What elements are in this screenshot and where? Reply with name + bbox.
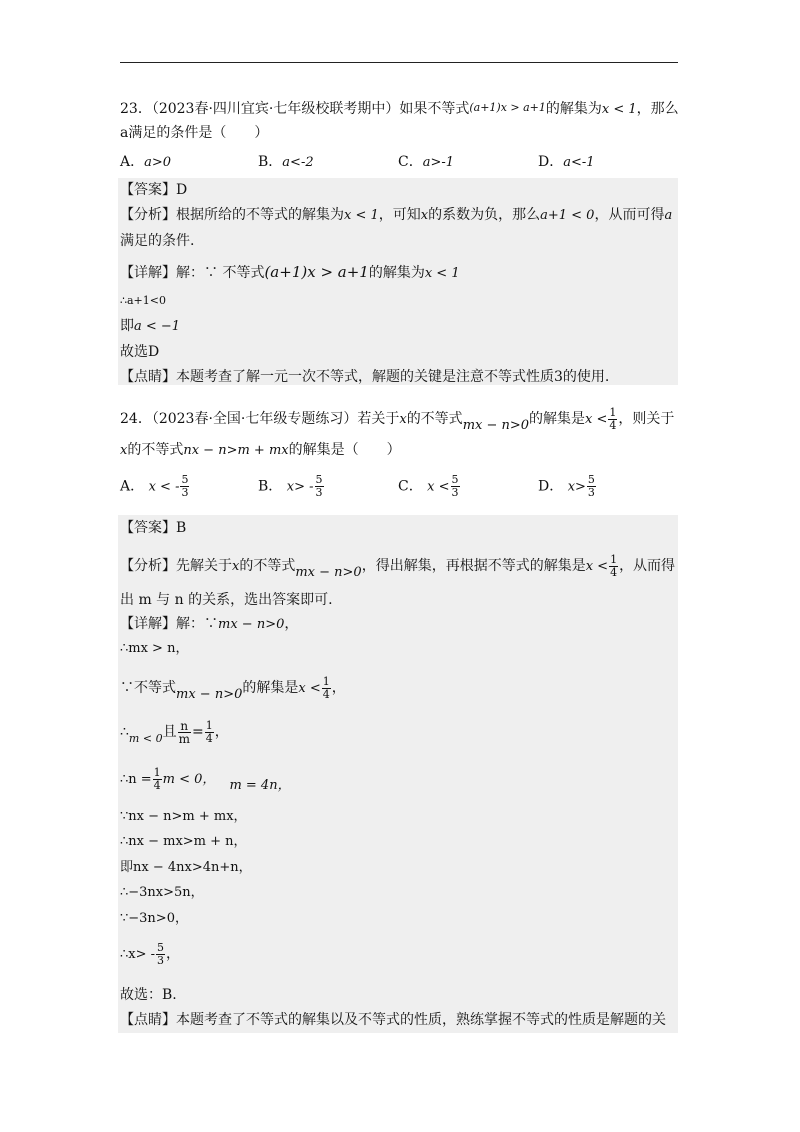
q24-step-6: ∴nx − mx>m + n， bbox=[120, 834, 247, 849]
fraction-one-quarter bbox=[205, 720, 214, 745]
q24-comment bbox=[120, 1010, 666, 1030]
frac-num: 5 bbox=[157, 940, 165, 954]
frac-num: 5 bbox=[181, 473, 189, 486]
q23-step1: ∴a+1<0 bbox=[120, 294, 166, 307]
analysis-tag: 【分析】 bbox=[120, 207, 176, 223]
q24-step-1: ∴mx > n， bbox=[120, 641, 189, 656]
q23-stem-mid: 的解集为 bbox=[545, 101, 602, 117]
frac-den: 3 bbox=[587, 486, 595, 499]
stem-text: 的解集是 bbox=[529, 411, 586, 427]
option-label: D． bbox=[538, 154, 564, 170]
q24-option-d bbox=[538, 474, 597, 500]
step-text: ， bbox=[214, 724, 229, 740]
step-text: 即 bbox=[120, 318, 134, 334]
detail-text: 解：∵ bbox=[176, 616, 218, 632]
option-value: a>-1 bbox=[422, 155, 455, 170]
detail-text: 的解集为 bbox=[368, 265, 425, 281]
q24-step-2 bbox=[120, 674, 346, 709]
stem-text: ，则关于 bbox=[618, 411, 675, 427]
q23-stem-solution: x < 1 bbox=[601, 102, 637, 117]
step-text: ∴ bbox=[120, 724, 129, 740]
detail-tag: 【详解】 bbox=[120, 616, 176, 632]
analysis-text: 根据所给的不等式的解集为 bbox=[176, 207, 344, 223]
fraction-one-quarter bbox=[153, 767, 162, 792]
option-label: B． bbox=[258, 478, 283, 495]
option-label: C． bbox=[398, 478, 423, 495]
q23-step3: 故选D bbox=[120, 344, 160, 360]
frac-den: 4 bbox=[609, 418, 617, 432]
frac-den: 3 bbox=[315, 486, 323, 499]
frac-den: 4 bbox=[322, 687, 330, 701]
q24-stem-line2 bbox=[120, 440, 401, 461]
q24-option-a bbox=[120, 474, 190, 500]
detail-tag: 【详解】 bbox=[120, 265, 176, 281]
analysis-math: x bbox=[232, 559, 240, 574]
header-rule bbox=[120, 62, 678, 63]
q23-stem-suffix: ，那么 bbox=[636, 101, 679, 117]
q23-analysis-line2: 满足的条件. bbox=[120, 233, 195, 249]
q24-answer: 【答案】B bbox=[120, 520, 187, 536]
step-math: x < bbox=[298, 681, 321, 696]
option-value: a<-1 bbox=[563, 155, 595, 170]
q23-option-a bbox=[120, 150, 171, 175]
step-text: 且 bbox=[162, 724, 177, 740]
q24-step-5: ∵nx − n>m + mx， bbox=[120, 809, 247, 824]
detail-math: (a+1)x > a+1 bbox=[264, 263, 369, 281]
step-math: ∴n = bbox=[120, 772, 152, 787]
q24-step-11: 故选：B. bbox=[120, 987, 177, 1003]
q24-option-b bbox=[258, 474, 325, 500]
stem-text: 的不等式 bbox=[406, 411, 463, 427]
step-math: mx − n>0 bbox=[176, 687, 243, 702]
option-math: x> bbox=[567, 479, 586, 495]
step-text: 的解集是 bbox=[242, 680, 299, 696]
fraction-one-quarter bbox=[608, 407, 617, 432]
q23-option-d bbox=[538, 150, 595, 175]
analysis-math: a+1 < 0 bbox=[540, 208, 595, 223]
q23-stem-line2: a满足的条件是（ ） bbox=[120, 125, 269, 141]
stem-text: 的解集是（ ） bbox=[288, 442, 401, 458]
stem-math: nx − n>m + mx bbox=[183, 443, 289, 458]
analysis-text: 先解关于 bbox=[176, 558, 232, 574]
option-label: A． bbox=[120, 478, 145, 495]
fraction-one-quarter bbox=[322, 676, 331, 701]
detail-text: ， bbox=[284, 616, 299, 632]
option-label: B． bbox=[258, 154, 283, 170]
analysis-text: ，可知 bbox=[378, 207, 421, 223]
q24-analysis-line1 bbox=[120, 552, 675, 587]
q24-analysis-line2: 出 m 与 n 的关系，选出答案即可. bbox=[120, 592, 333, 608]
detail-text: 解：∵ 不等式 bbox=[176, 265, 265, 281]
q23-option-c bbox=[398, 150, 454, 175]
q23-step2 bbox=[120, 316, 180, 337]
q24-step-3 bbox=[120, 718, 229, 753]
step-text: = bbox=[191, 724, 204, 740]
fraction-n-over-m bbox=[178, 720, 191, 745]
q23-option-b bbox=[258, 150, 314, 175]
frac-den: 3 bbox=[181, 486, 189, 499]
analysis-text: 的不等式 bbox=[239, 558, 296, 574]
analysis-math: x < 1 bbox=[344, 208, 379, 223]
q23-detail-line bbox=[120, 262, 460, 284]
detail-math: mx − n>0 bbox=[218, 617, 285, 632]
detail-math: x < 1 bbox=[424, 266, 460, 281]
step-text: ， bbox=[331, 680, 346, 696]
q24-step-10 bbox=[120, 940, 180, 969]
analysis-text: ，从而得 bbox=[619, 558, 676, 574]
stem-text: 24．（2023春·全国·七年级专题练习）若关于 bbox=[120, 411, 400, 427]
q23-answer: 【答案】D bbox=[120, 182, 188, 198]
q24-step-7: 即nx − 4nx>4n+n， bbox=[120, 860, 252, 875]
frac-num: 1 bbox=[322, 674, 330, 688]
step-text: ， bbox=[166, 946, 181, 962]
frac-den: 3 bbox=[157, 953, 165, 967]
analysis-math: mx − n>0 bbox=[295, 565, 362, 580]
stem-math: x < bbox=[585, 412, 608, 427]
q24-detail-line bbox=[120, 614, 298, 635]
step-math: m < 0 bbox=[128, 732, 163, 745]
comment-tag: 【点睛】 bbox=[120, 1012, 176, 1028]
option-label: A． bbox=[120, 154, 145, 170]
q24-step-9: ∵−3n>0， bbox=[120, 911, 188, 926]
stem-math: x bbox=[399, 412, 407, 427]
frac-den: 3 bbox=[451, 486, 459, 499]
frac-den: 4 bbox=[153, 778, 161, 792]
stem-math: mx − n>0 bbox=[462, 418, 530, 433]
option-math: x < - bbox=[148, 479, 180, 495]
q24-stem-line1 bbox=[120, 405, 674, 440]
analysis-text: 的系数为负，那么 bbox=[428, 207, 541, 223]
frac-num: n bbox=[178, 720, 191, 733]
step-math: m < 0， bbox=[162, 772, 216, 787]
q23-comment bbox=[120, 367, 609, 387]
option-fraction bbox=[587, 474, 596, 499]
analysis-math: a bbox=[664, 208, 673, 223]
analysis-text: ，得出解集，再根据不等式的解集是 bbox=[361, 558, 586, 574]
q23-stem-inequality: (a+1)x > a+1 bbox=[469, 101, 546, 114]
analysis-math: x < bbox=[585, 559, 609, 574]
q24-step-8: ∴−3nx>5n， bbox=[120, 885, 204, 900]
analysis-text: ，从而可得 bbox=[594, 207, 665, 223]
option-value: a<-2 bbox=[282, 155, 314, 170]
frac-num: 1 bbox=[205, 718, 213, 732]
q24-step-4 bbox=[120, 765, 291, 800]
option-math: x < bbox=[427, 479, 450, 495]
frac-num: 5 bbox=[451, 473, 459, 486]
option-label: D． bbox=[538, 478, 564, 495]
option-fraction bbox=[315, 474, 324, 499]
q24-option-c bbox=[398, 474, 461, 500]
stem-text: 的不等式 bbox=[127, 442, 184, 458]
frac-num: 5 bbox=[587, 473, 595, 486]
fraction-five-thirds bbox=[156, 942, 165, 967]
frac-den: m bbox=[178, 731, 190, 746]
comment-text: 本题考查了不等式的解集以及不等式的性质，熟练掌握不等式的性质是解题的关 bbox=[176, 1012, 666, 1028]
comment-tag: 【点睛】 bbox=[120, 369, 176, 385]
frac-den: 4 bbox=[610, 565, 618, 579]
option-label: C． bbox=[398, 154, 423, 170]
stem-math: x bbox=[120, 443, 128, 458]
step-math: m = 4n， bbox=[229, 778, 291, 793]
frac-num: 1 bbox=[609, 405, 617, 419]
q23-analysis-line1 bbox=[120, 205, 672, 226]
option-math: x> - bbox=[286, 479, 314, 495]
fraction-one-quarter bbox=[609, 554, 618, 579]
step-math: ∴x> - bbox=[120, 947, 156, 962]
step-math: a < −1 bbox=[134, 319, 181, 334]
q23-stem-line1 bbox=[120, 98, 679, 120]
frac-num: 1 bbox=[153, 765, 161, 779]
option-fraction bbox=[451, 474, 460, 499]
q23-stem-prefix: 23．（2023春·四川宜宾·七年级校联考期中）如果不等式 bbox=[120, 101, 470, 117]
option-fraction bbox=[180, 474, 189, 499]
frac-num: 5 bbox=[315, 473, 323, 486]
analysis-math: x bbox=[420, 208, 429, 223]
analysis-tag: 【分析】 bbox=[120, 558, 176, 574]
comment-text: 本题考查了解一元一次不等式，解题的关键是注意不等式性质3的使用. bbox=[176, 369, 610, 385]
frac-num: 1 bbox=[610, 552, 618, 566]
option-value: a>0 bbox=[144, 155, 172, 170]
step-text: ∵不等式 bbox=[120, 680, 176, 696]
frac-den: 4 bbox=[205, 731, 213, 745]
